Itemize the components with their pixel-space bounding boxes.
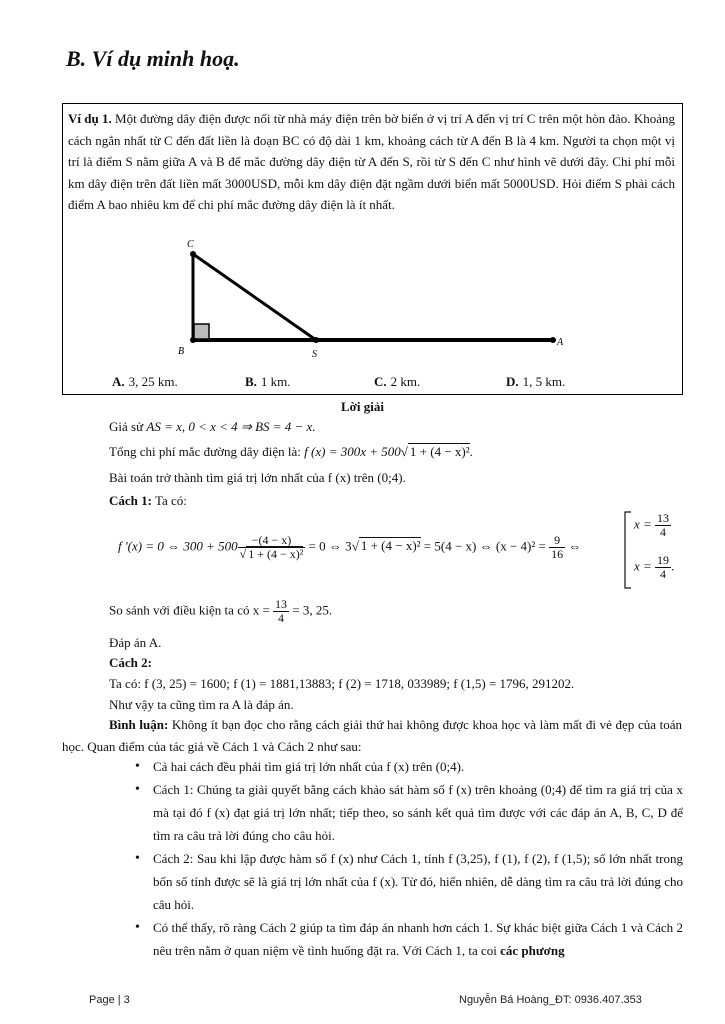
bullet-item: • Cách 2: Sau khi lập được hàm số f (x) như Cách 1, tính f (3,25), f (1), f (2), f (1,5); số lớn nhất trong bốn số tính được sẽ là giá trị lớn nhất của f (x). Từ đó, hiển nhiên, dễ dàng tìm ra câu trả lời đúng cho câu hỏi. [153,847,683,916]
page-number: Page | 3 [89,994,130,1006]
answer-line: Đáp án A. [109,635,162,650]
author-footer: Nguyễn Bá Hoàng_ĐT: 0936.407.353 [459,994,642,1006]
comment-bullets [153,755,683,962]
section-title: B. Ví dụ minh hoạ. [66,46,240,71]
example-box [62,103,683,395]
example-body: Một đường dây điện được nối từ nhà máy điện trên bờ biển ở vị trí A đến vị trí C trên một hòn đảo. Khoảng cách ngắn nhất từ C đến đất liền là đoạn BC có độ dài 1 km, khoảng cách từ A đến B là 4 km. Người ta chọn một vị trí là điểm S nằm giữa A và B để mắc đường dây điện từ A đến S, rồi từ S đến C như hình vẽ dưới đây. Chi phí mỗi km dây điện trên đất liền mất 3000USD, mỗi km dây điện đặt ngầm dưới biển mất 5000USD. Hỏi điểm S phải cách điểm A bao nhiêu km để chi phí mắc đường dây điện là ít nhất. [68,111,675,213]
point-a [550,337,556,343]
bullet-item: • Cả hai cách đều phải tìm giá trị lớn nhất của f (x) trên (0;4). [153,755,683,778]
cost-line: Tổng chi phí mắc đường dây điện là: f (x) = 300x + 500√ 1 + (4 − x)². [109,444,473,459]
problem-line: Bài toán trở thành tìm giá trị lớn nhất của f (x) trên (0;4). [109,470,406,485]
label-a: A [557,337,564,348]
root-1: x = $\frac{13}{4}$ [634,511,670,539]
example-label: Ví dụ 1. [68,111,112,126]
segment-cs [193,254,316,340]
assumption-line: Giả sử AS = x, 0 < x < 4 ⇒ BS = 4 − x. [109,419,316,434]
method2-values: Ta có: f (3, 25) = 1600; f (1) = 1881,13883; f (2) = 1718, 033989; f (1,5) = 1796, 291202. [109,676,575,691]
comment-paragraph: Bình luận: Không ít bạn đọc cho rằng cách giải thứ hai không được khoa học và làm mất đi vẻ đẹp của toán học. Quan điểm của tác giả về Cách 1 và Cách 2 như sau: [62,717,682,754]
method2-label: Cách 2: [109,655,152,670]
root-2: x = $\frac{19}{4}$ . [634,553,675,581]
solution-title: Lời giải [341,399,384,414]
choice-d: D. 1, 5 km. [506,374,566,389]
bullet-item: • Có thể thấy, rõ ràng Cách 2 giúp ta tìm đáp án nhanh hơn cách 1. Sự khác biệt giữa Cách 1 và Cách 2 nêu trên nằm ở quan niệm về tình huống đặt ra. Với Cách 1, ta coi các phương [153,916,683,962]
choice-a: A. 3, 25 km. [112,374,178,389]
roots-bracket [622,510,677,590]
label-c: C [187,239,194,250]
derivative-equation: f '(x) = 0 ⇔ 300 + 500 $\frac{-(4 - x)}{\text{√ 1 + (4 − x)²}}$ = 0 ⇔ 3√ 1 + (4 − x)² = 5(4 − x) ⇔ (x − 4)² = $\frac{9}{16}$ ⇔ [118,533,582,561]
method2-conclusion: Như vậy ta cũng tìm ra A là đáp án. [109,697,294,712]
point-c [190,251,196,257]
bullet-item: • Cách 1: Chúng ta giải quyết bằng cách khảo sát hàm số f (x) trên khoảng (0;4) để tìm ra giá trị của x mà tại đó f (x) đạt giá trị lớn nhất; tiếp theo, so sánh kết quả tìm được với các đáp án A, B, C, D để tìm ra câu trả lời đúng cho câu hỏi. [153,778,683,847]
choice-c: C. 2 km. [374,374,421,389]
label-s: S [312,349,317,360]
choice-b: B. 1 km. [245,374,291,389]
compare-line: So sánh với điều kiện ta có x = $\frac{13}{4}$ = 3, 25. [109,597,333,625]
point-s [313,337,319,343]
geometry-figure [63,104,683,394]
label-b: B [178,346,185,357]
point-b [190,337,196,343]
right-angle-mark [194,324,209,339]
method1-line: Cách 1: Ta có: [109,493,187,508]
